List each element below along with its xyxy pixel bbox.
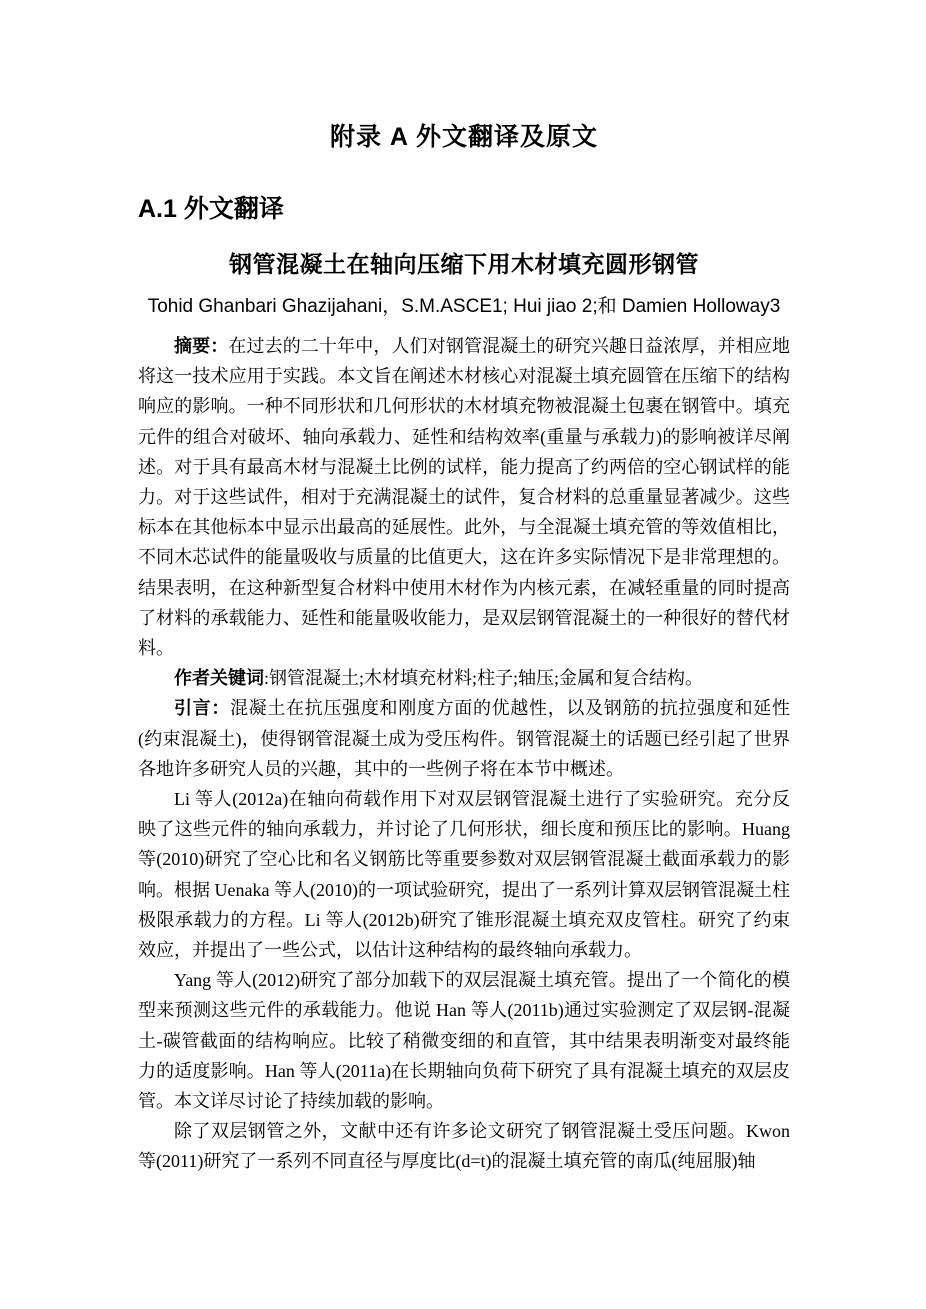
section-heading: A.1 外文翻译 <box>138 195 284 223</box>
article-authors: Tohid Ghanbari Ghazijahani，S.M.ASCE1; Hui jiao 2;和 Damien Holloway3 <box>147 296 781 317</box>
paragraph-literature-2-text: Yang 等人(2012)研究了部分加载下的双层混凝土填充管。提出了一个简化的模型来预测这些元件的承载能力。他说 Han 等人(2011b)通过实验测定了双层钢-混凝土-碳管截面的结构响应。比较了稍微变细的和直管，其中结果表明渐变对最终能力的适度影响。Han 等人(2011a)在长期轴向负荷下研究了具有混凝土填充的双层皮管。本文详尽讨论了持续加载的影响。 <box>138 970 790 1112</box>
paragraph-literature-1 <box>138 784 790 965</box>
paragraph-literature-3-text: 除了双层钢管之外，文献中还有许多论文研究了钢管混凝土受压问题。Kwon 等(2011)研究了一系列不同直径与厚度比(d=t)的混凝土填充管的南瓜(纯屈服)轴 <box>138 1121 790 1172</box>
abstract-label: 摘要： <box>174 336 229 356</box>
article-title: 钢管混凝土在轴向压缩下用木材填充圆形钢管 <box>229 252 699 277</box>
keywords-text: :钢管混凝土;木材填充材料;柱子;轴压;金属和复合结构。 <box>264 668 704 689</box>
paragraph-literature-2 <box>138 965 790 1116</box>
abstract-text: 在过去的二十年中，人们对钢管混凝土的研究兴趣日益浓厚，并相应地将这一技术应用于实践。本文旨在阐述木材核心对混凝土填充圆管在压缩下的结构响应的影响。一种不同形状和几何形状的木材填充物被混凝土包裹在钢管中。填充元件的组合对破坏、轴向承载力、延性和结构效率(重量与承载力)的影响被详尽阐述。对于具有最高木材与混凝土比例的试样，能力提高了约两倍的空心钢试样的能力。对于这些试件，相对于充满混凝土的试件，复合材料的总重量显著减少。这些标本在其他标本中显示出最高的延展性。此外，与全混凝土填充管的等效值相比，不同木芯试件的能量吸收与质量的比值更大，这在许多实际情况下是非常理想的。结果表明，在这种新型复合材料中使用木材作为内核元素，在减轻重量的同时提高了材料的承载能力、延性和能量吸收能力，是双层钢管混凝土的一种很好的替代材料。 <box>138 336 791 659</box>
appendix-title: 附录 A 外文翻译及原文 <box>329 123 599 151</box>
paragraph-introduction <box>138 693 790 784</box>
paragraph-literature-1-text: Li 等人(2012a)在轴向荷载作用下对双层钢管混凝土进行了实验研究。充分反映了这些元件的轴向承载力，并讨论了几何形状，细长度和预压比的影响。Huang 等(2010)研究了空心比和名义钢筋比等重要参数对双层钢管混凝土截面承载力的影响。根据 Uenaka 等人(2010)的一项试验研究，提出了一系列计算双层钢管混凝土柱极限承载力的方程。Li 等人(2012b)研究了锥形混凝土填充双皮管柱。研究了约束效应，并提出了一些公式，以估计这种结构的最终轴向承载力。 <box>138 789 790 961</box>
paragraph-abstract <box>138 331 790 663</box>
introduction-text: 混凝土在抗压强度和刚度方面的优越性，以及钢筋的抗拉强度和延性(约束混凝土)，使得钢管混凝土成为受压构件。钢管混凝土的话题已经引起了世界各地许多研究人员的兴趣，其中的一些例子将在本节中概述。 <box>138 698 790 779</box>
article-body <box>138 331 790 1177</box>
paragraph-keywords <box>138 663 790 693</box>
paragraph-literature-3 <box>138 1116 790 1176</box>
keywords-label: 作者关键词 <box>174 668 264 689</box>
introduction-label: 引言： <box>174 698 231 719</box>
